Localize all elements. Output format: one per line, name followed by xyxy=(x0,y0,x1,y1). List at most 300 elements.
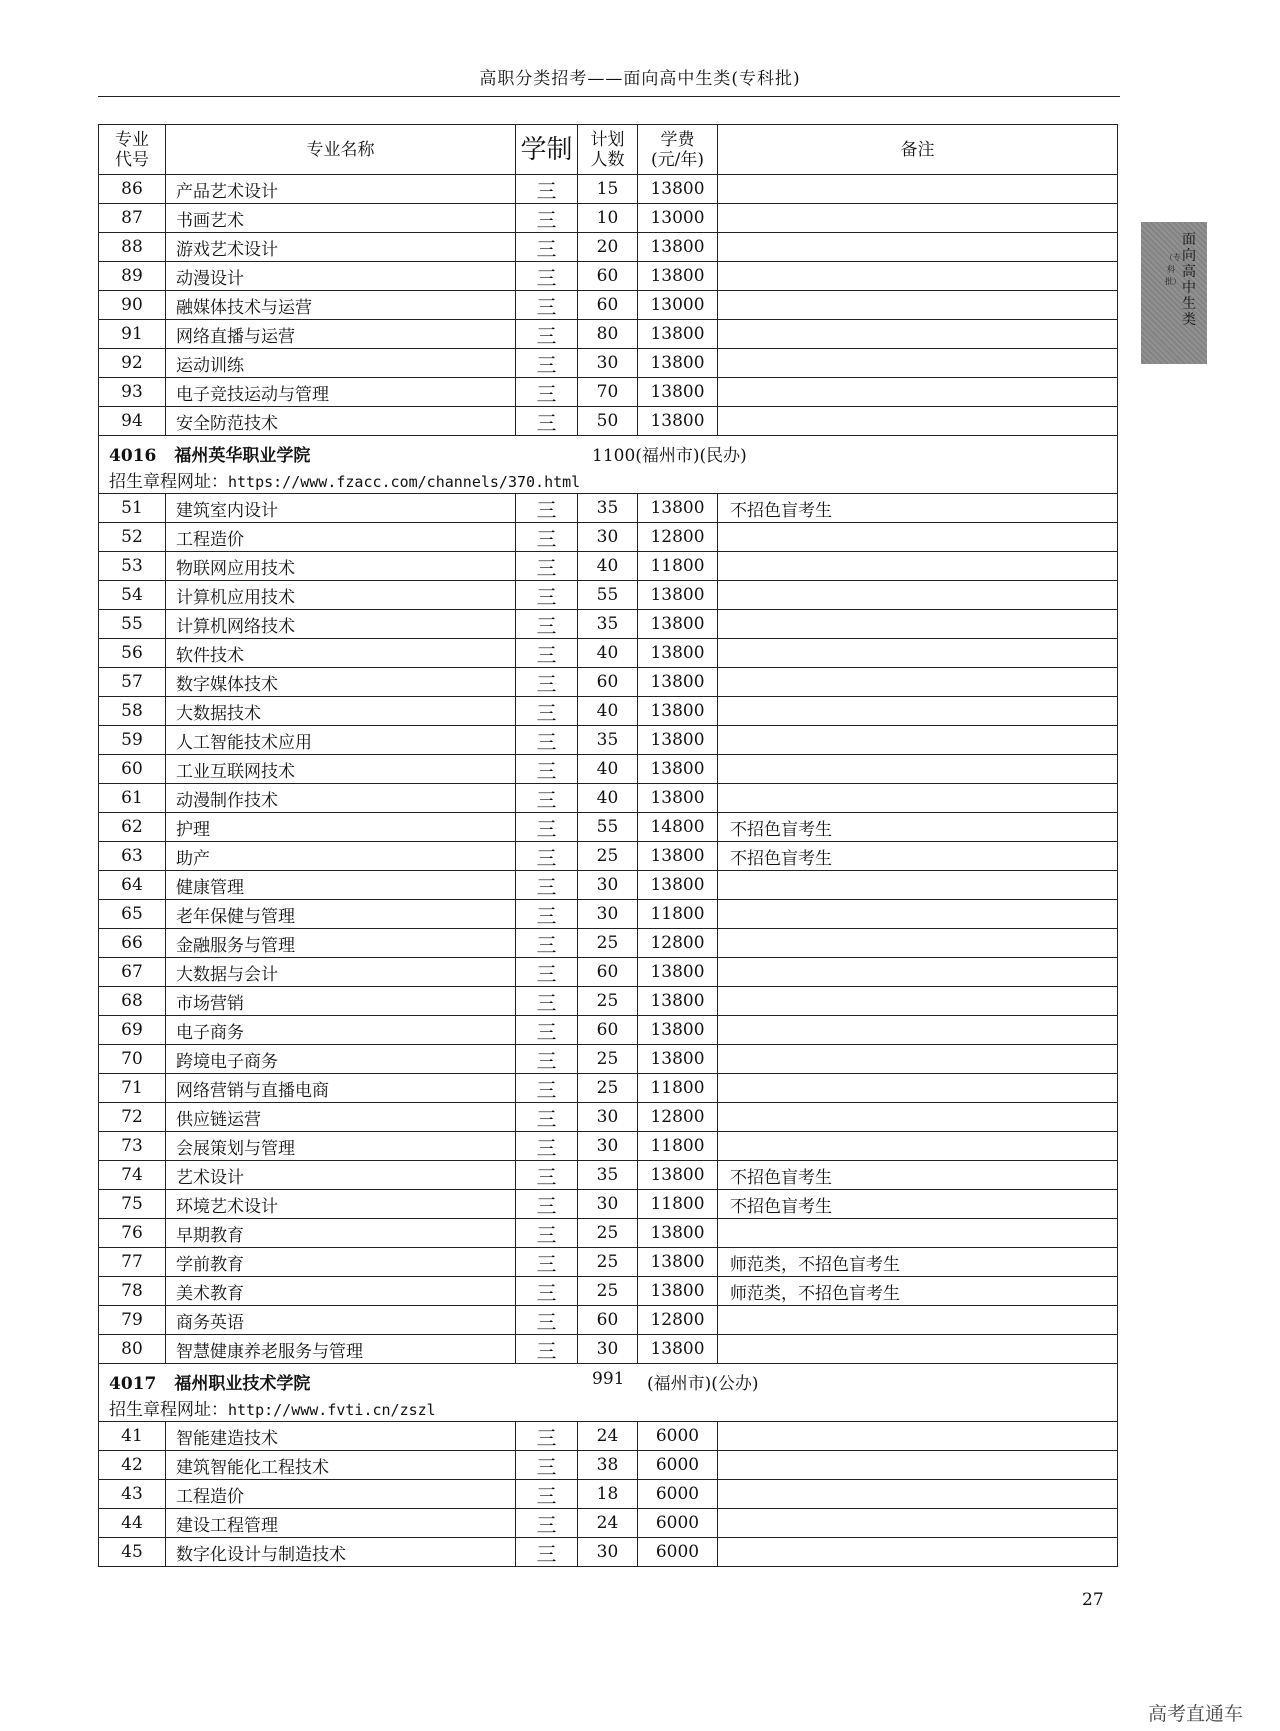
major-name-cell: 大数据与会计 xyxy=(166,958,516,986)
school-title-line xyxy=(109,441,310,466)
school-title-line xyxy=(109,1369,310,1394)
remarks-cell xyxy=(718,668,1117,696)
major-code-cell: 43 xyxy=(99,1480,166,1508)
duration-cell: 三 xyxy=(516,755,578,783)
remarks-cell xyxy=(718,1132,1117,1160)
table-row xyxy=(98,1509,1118,1538)
duration-cell: 三 xyxy=(516,958,578,986)
quota-cell: 40 xyxy=(578,784,638,812)
duration-cell: 三 xyxy=(516,1248,578,1276)
major-code-cell: 51 xyxy=(99,494,166,522)
remarks-cell xyxy=(718,1422,1117,1450)
remarks-cell: 师范类，不招色盲考生 xyxy=(730,1283,900,1304)
table-row xyxy=(98,1248,1118,1277)
remarks-cell xyxy=(718,900,1117,928)
quota-cell: 35 xyxy=(578,1161,638,1189)
remarks-cell xyxy=(718,233,1117,261)
duration-cell: 三 xyxy=(516,987,578,1015)
major-code-cell: 92 xyxy=(99,349,166,377)
table-row xyxy=(98,1074,1118,1103)
duration-cell: 三 xyxy=(516,1132,578,1160)
remarks-cell xyxy=(718,987,1117,1015)
school-url-link[interactable]: http://www.fvti.cn/zszl xyxy=(228,1401,436,1419)
enrollment-table xyxy=(98,124,1118,1567)
table-row xyxy=(98,1335,1118,1364)
major-name-cell: 艺术设计 xyxy=(166,1161,516,1189)
major-code-cell: 65 xyxy=(99,900,166,928)
table-row xyxy=(98,1103,1118,1132)
duration-cell: 三 xyxy=(516,175,578,203)
school-block-4017 xyxy=(98,1364,1118,1422)
tuition-fee-cell: 13800 xyxy=(638,842,718,870)
quota-cell: 35 xyxy=(578,610,638,638)
remarks-cell xyxy=(718,1045,1117,1073)
quota-cell: 25 xyxy=(578,1045,638,1073)
duration-cell: 三 xyxy=(516,262,578,290)
tuition-fee-cell: 12800 xyxy=(638,1103,718,1131)
tuition-fee-cell: 13800 xyxy=(638,175,718,203)
major-name-cell: 建筑室内设计 xyxy=(166,494,516,522)
duration-cell: 三 xyxy=(516,697,578,725)
major-name-cell: 软件技术 xyxy=(166,639,516,667)
duration-cell: 三 xyxy=(516,1538,578,1566)
duration-cell: 三 xyxy=(516,1335,578,1363)
page-header-title: 高职分类招考——面向高中生类(专科批) xyxy=(479,69,801,89)
duration-cell: 三 xyxy=(516,1509,578,1537)
page-number: 27 xyxy=(1082,1590,1104,1610)
table-row xyxy=(98,610,1118,639)
major-name-cell: 网络直播与运营 xyxy=(166,320,516,348)
tuition-fee-cell: 6000 xyxy=(638,1422,718,1450)
tuition-fee-cell: 13800 xyxy=(638,1335,718,1363)
table-row xyxy=(98,697,1118,726)
major-code-cell: 74 xyxy=(99,1161,166,1189)
header-remarks: 备注 xyxy=(900,139,935,160)
header-code: 专业 代号 xyxy=(99,125,166,174)
quota-cell: 60 xyxy=(578,668,638,696)
major-code-cell: 70 xyxy=(99,1045,166,1073)
remarks-cell xyxy=(718,784,1117,812)
tuition-fee-cell: 13800 xyxy=(638,639,718,667)
major-code-cell: 94 xyxy=(99,407,166,435)
major-name-cell: 工程造价 xyxy=(166,523,516,551)
quota-cell: 55 xyxy=(578,581,638,609)
duration-cell: 三 xyxy=(516,407,578,435)
tuition-fee-cell: 13800 xyxy=(638,697,718,725)
quota-cell: 40 xyxy=(578,552,638,580)
remarks-cell xyxy=(718,581,1117,609)
major-name-cell: 书画艺术 xyxy=(166,204,516,232)
remarks-cell xyxy=(718,610,1117,638)
header-fee: 学费 (元/年) xyxy=(638,125,718,174)
duration-cell: 三 xyxy=(516,349,578,377)
major-code-cell: 71 xyxy=(99,1074,166,1102)
tuition-fee-cell: 13000 xyxy=(638,291,718,319)
tuition-fee-cell: 13800 xyxy=(638,871,718,899)
major-name-cell: 游戏艺术设计 xyxy=(166,233,516,261)
table-row xyxy=(98,871,1118,900)
remarks-cell xyxy=(718,1509,1117,1537)
tuition-fee-cell: 11800 xyxy=(638,1132,718,1160)
school-url-link[interactable]: https://www.fzacc.com/channels/370.html xyxy=(228,473,581,491)
major-name-cell: 工程造价 xyxy=(166,1480,516,1508)
table-row xyxy=(98,1277,1118,1306)
quota-cell: 15 xyxy=(578,175,638,203)
quota-cell: 55 xyxy=(578,813,638,841)
major-name-cell: 工业互联网技术 xyxy=(166,755,516,783)
major-name-cell: 美术教育 xyxy=(166,1277,516,1305)
tuition-fee-cell: 13800 xyxy=(638,958,718,986)
major-code-cell: 54 xyxy=(99,581,166,609)
quota-cell: 24 xyxy=(578,1422,638,1450)
remarks-cell xyxy=(718,1335,1117,1363)
quota-cell: 30 xyxy=(578,523,638,551)
table-row xyxy=(98,1132,1118,1161)
duration-cell: 三 xyxy=(516,378,578,406)
table-row xyxy=(98,813,1118,842)
remarks-cell xyxy=(718,639,1117,667)
tuition-fee-cell: 13800 xyxy=(638,262,718,290)
tuition-fee-cell: 12800 xyxy=(638,929,718,957)
quota-cell: 30 xyxy=(578,1132,638,1160)
table-row xyxy=(98,1538,1118,1567)
quota-cell: 30 xyxy=(578,1103,638,1131)
duration-cell: 三 xyxy=(516,523,578,551)
remarks-cell xyxy=(718,1103,1117,1131)
school-url-line xyxy=(109,1395,436,1420)
quota-cell: 25 xyxy=(578,842,638,870)
url-label: 招生章程网址： xyxy=(109,1400,228,1420)
major-code-cell: 66 xyxy=(99,929,166,957)
remarks-cell xyxy=(718,320,1117,348)
major-name-cell: 电子商务 xyxy=(166,1016,516,1044)
major-name-cell: 早期教育 xyxy=(166,1219,516,1247)
remarks-cell xyxy=(718,291,1117,319)
major-code-cell: 64 xyxy=(99,871,166,899)
header-quota: 计划 人数 xyxy=(578,125,638,174)
remarks-cell xyxy=(718,1306,1117,1334)
remarks-cell xyxy=(718,1016,1117,1044)
table-row xyxy=(98,1190,1118,1219)
major-name-cell: 安全防范技术 xyxy=(166,407,516,435)
table-row xyxy=(98,233,1118,262)
rows-group-b xyxy=(98,494,1118,1364)
major-name-cell: 电子竞技运动与管理 xyxy=(166,378,516,406)
major-name-cell: 会展策划与管理 xyxy=(166,1132,516,1160)
major-code-cell: 52 xyxy=(99,523,166,551)
quota-cell: 25 xyxy=(578,1074,638,1102)
major-code-cell: 72 xyxy=(99,1103,166,1131)
major-name-cell: 运动训练 xyxy=(166,349,516,377)
table-row xyxy=(98,1480,1118,1509)
quota-cell: 20 xyxy=(578,233,638,261)
quota-cell: 60 xyxy=(578,958,638,986)
major-code-cell: 61 xyxy=(99,784,166,812)
major-name-cell: 数字媒体技术 xyxy=(166,668,516,696)
remarks-cell xyxy=(718,378,1117,406)
major-code-cell: 62 xyxy=(99,813,166,841)
remarks-cell xyxy=(718,1451,1117,1479)
tuition-fee-cell: 6000 xyxy=(638,1538,718,1566)
major-name-cell: 网络营销与直播电商 xyxy=(166,1074,516,1102)
tuition-fee-cell: 13800 xyxy=(638,1016,718,1044)
duration-cell: 三 xyxy=(516,726,578,754)
quota-cell: 30 xyxy=(578,1538,638,1566)
major-code-cell: 45 xyxy=(99,1538,166,1566)
tuition-fee-cell: 13800 xyxy=(638,581,718,609)
duration-cell: 三 xyxy=(516,929,578,957)
school-code: 4016 xyxy=(109,446,157,466)
tuition-fee-cell: 6000 xyxy=(638,1480,718,1508)
duration-cell: 三 xyxy=(516,900,578,928)
quota-cell: 10 xyxy=(578,204,638,232)
quota-cell: 25 xyxy=(578,1248,638,1276)
table-row xyxy=(98,900,1118,929)
school-quota: 991 xyxy=(592,1369,625,1389)
table-row xyxy=(98,1016,1118,1045)
header-years: 学制 xyxy=(516,125,578,174)
quota-cell: 60 xyxy=(578,1016,638,1044)
duration-cell: 三 xyxy=(516,1045,578,1073)
school-url-line xyxy=(109,467,580,492)
major-name-cell: 数字化设计与制造技术 xyxy=(166,1538,516,1566)
major-name-cell: 健康管理 xyxy=(166,871,516,899)
remarks-cell xyxy=(718,697,1117,725)
duration-cell: 三 xyxy=(516,1451,578,1479)
tuition-fee-cell: 14800 xyxy=(638,813,718,841)
major-name-cell: 动漫制作技术 xyxy=(166,784,516,812)
duration-cell: 三 xyxy=(516,581,578,609)
major-code-cell: 89 xyxy=(99,262,166,290)
duration-cell: 三 xyxy=(516,668,578,696)
major-code-cell: 88 xyxy=(99,233,166,261)
duration-cell: 三 xyxy=(516,1074,578,1102)
major-name-cell: 护理 xyxy=(166,813,516,841)
quota-cell: 80 xyxy=(578,320,638,348)
remarks-cell xyxy=(718,1538,1117,1566)
quota-cell: 35 xyxy=(578,494,638,522)
major-code-cell: 76 xyxy=(99,1219,166,1247)
school-location: (福州市)(公办) xyxy=(647,1374,759,1394)
tuition-fee-cell: 6000 xyxy=(638,1451,718,1479)
tuition-fee-cell: 12800 xyxy=(638,523,718,551)
table-row xyxy=(98,552,1118,581)
quota-cell: 60 xyxy=(578,291,638,319)
duration-cell: 三 xyxy=(516,1219,578,1247)
remarks-cell xyxy=(718,407,1117,435)
duration-cell: 三 xyxy=(516,1016,578,1044)
major-code-cell: 69 xyxy=(99,1016,166,1044)
major-code-cell: 93 xyxy=(99,378,166,406)
major-code-cell: 77 xyxy=(99,1248,166,1276)
major-name-cell: 老年保健与管理 xyxy=(166,900,516,928)
major-name-cell: 融媒体技术与运营 xyxy=(166,291,516,319)
quota-cell: 40 xyxy=(578,697,638,725)
tuition-fee-cell: 13800 xyxy=(638,233,718,261)
table-row xyxy=(98,1422,1118,1451)
duration-cell: 三 xyxy=(516,204,578,232)
major-name-cell: 建筑智能化工程技术 xyxy=(166,1451,516,1479)
remarks-cell: 师范类，不招色盲考生 xyxy=(730,1254,900,1275)
table-row xyxy=(98,523,1118,552)
quota-cell: 24 xyxy=(578,1509,638,1537)
rows-group-c xyxy=(98,1422,1118,1567)
remarks-cell xyxy=(718,929,1117,957)
major-code-cell: 87 xyxy=(99,204,166,232)
quota-cell: 35 xyxy=(578,726,638,754)
remarks-cell xyxy=(718,1219,1117,1247)
table-row xyxy=(98,175,1118,204)
tuition-fee-cell: 13800 xyxy=(638,726,718,754)
table-row xyxy=(98,320,1118,349)
tuition-fee-cell: 12800 xyxy=(638,1306,718,1334)
quota-cell: 40 xyxy=(578,639,638,667)
table-row xyxy=(98,1161,1118,1190)
tuition-fee-cell: 13800 xyxy=(638,1248,718,1276)
table-row xyxy=(98,262,1118,291)
quota-cell: 40 xyxy=(578,755,638,783)
quota-cell: 70 xyxy=(578,378,638,406)
table-row xyxy=(98,494,1118,523)
table-row xyxy=(98,958,1118,987)
major-code-cell: 75 xyxy=(99,1190,166,1218)
duration-cell: 三 xyxy=(516,610,578,638)
remarks-cell: 不招色盲考生 xyxy=(730,1196,832,1217)
remarks-cell xyxy=(718,262,1117,290)
major-code-cell: 68 xyxy=(99,987,166,1015)
quota-cell: 25 xyxy=(578,929,638,957)
tuition-fee-cell: 6000 xyxy=(638,1509,718,1537)
rows-group-a xyxy=(98,175,1118,436)
table-row xyxy=(98,1045,1118,1074)
remarks-cell xyxy=(718,871,1117,899)
remarks-cell xyxy=(718,523,1117,551)
school-name: 福州英华职业学院 xyxy=(174,446,311,466)
major-code-cell: 53 xyxy=(99,552,166,580)
quota-cell: 38 xyxy=(578,1451,638,1479)
quota-cell: 60 xyxy=(578,262,638,290)
tuition-fee-cell: 13800 xyxy=(638,320,718,348)
major-name-cell: 商务英语 xyxy=(166,1306,516,1334)
table-row xyxy=(98,378,1118,407)
tuition-fee-cell: 13000 xyxy=(638,204,718,232)
table-row xyxy=(98,668,1118,697)
school-quota: 1100(福州市)(民办) xyxy=(592,446,747,466)
major-code-cell: 57 xyxy=(99,668,166,696)
table-row xyxy=(98,639,1118,668)
major-name-cell: 学前教育 xyxy=(166,1248,516,1276)
quota-cell: 30 xyxy=(578,900,638,928)
duration-cell: 三 xyxy=(516,1190,578,1218)
school-name: 福州职业技术学院 xyxy=(174,1374,311,1394)
tuition-fee-cell: 13800 xyxy=(638,378,718,406)
major-code-cell: 58 xyxy=(99,697,166,725)
major-name-cell: 计算机网络技术 xyxy=(166,610,516,638)
quota-cell: 25 xyxy=(578,1219,638,1247)
duration-cell: 三 xyxy=(516,1161,578,1189)
major-code-cell: 80 xyxy=(99,1335,166,1363)
tuition-fee-cell: 11800 xyxy=(638,1190,718,1218)
major-name-cell: 计算机应用技术 xyxy=(166,581,516,609)
tuition-fee-cell: 11800 xyxy=(638,1074,718,1102)
duration-cell: 三 xyxy=(516,552,578,580)
major-code-cell: 55 xyxy=(99,610,166,638)
remarks-cell xyxy=(718,175,1117,203)
table-row xyxy=(98,755,1118,784)
url-label: 招生章程网址： xyxy=(109,472,228,492)
major-code-cell: 63 xyxy=(99,842,166,870)
header-rule xyxy=(98,96,1120,97)
tuition-fee-cell: 13800 xyxy=(638,494,718,522)
tuition-fee-cell: 13800 xyxy=(638,407,718,435)
major-name-cell: 动漫设计 xyxy=(166,262,516,290)
table-row xyxy=(98,204,1118,233)
major-code-cell: 73 xyxy=(99,1132,166,1160)
remarks-cell: 不招色盲考生 xyxy=(730,500,832,521)
remarks-cell xyxy=(718,958,1117,986)
side-tab-main-text: 面向高中生类 xyxy=(1182,232,1196,328)
table-row xyxy=(98,1306,1118,1335)
major-name-cell: 市场营销 xyxy=(166,987,516,1015)
tuition-fee-cell: 13800 xyxy=(638,784,718,812)
major-code-cell: 60 xyxy=(99,755,166,783)
remarks-cell xyxy=(718,204,1117,232)
tuition-fee-cell: 13800 xyxy=(638,987,718,1015)
remarks-cell: 不招色盲考生 xyxy=(730,1167,832,1188)
major-code-cell: 67 xyxy=(99,958,166,986)
header-name: 专业名称 xyxy=(166,125,516,174)
remarks-cell xyxy=(718,1074,1117,1102)
duration-cell: 三 xyxy=(516,233,578,261)
duration-cell: 三 xyxy=(516,871,578,899)
table-row xyxy=(98,987,1118,1016)
major-code-cell: 78 xyxy=(99,1277,166,1305)
major-name-cell: 智能建造技术 xyxy=(166,1422,516,1450)
duration-cell: 三 xyxy=(516,494,578,522)
major-code-cell: 86 xyxy=(99,175,166,203)
side-tab-sub-text: （专科批） xyxy=(1165,253,1181,286)
tuition-fee-cell: 13800 xyxy=(638,349,718,377)
major-code-cell: 44 xyxy=(99,1509,166,1537)
watermark-text: 高考直通车 xyxy=(1148,1703,1244,1725)
remarks-cell xyxy=(718,349,1117,377)
quota-cell: 50 xyxy=(578,407,638,435)
duration-cell: 三 xyxy=(516,842,578,870)
duration-cell: 三 xyxy=(516,639,578,667)
tuition-fee-cell: 13800 xyxy=(638,755,718,783)
major-name-cell: 产品艺术设计 xyxy=(166,175,516,203)
quota-cell: 60 xyxy=(578,1306,638,1334)
quota-cell: 30 xyxy=(578,1190,638,1218)
table-row xyxy=(98,929,1118,958)
tuition-fee-cell: 13800 xyxy=(638,1045,718,1073)
table-row xyxy=(98,349,1118,378)
tuition-fee-cell: 13800 xyxy=(638,1277,718,1305)
quota-cell: 25 xyxy=(578,987,638,1015)
major-name-cell: 大数据技术 xyxy=(166,697,516,725)
tuition-fee-cell: 13800 xyxy=(638,668,718,696)
major-code-cell: 90 xyxy=(99,291,166,319)
table-row xyxy=(98,581,1118,610)
table-row xyxy=(98,726,1118,755)
duration-cell: 三 xyxy=(516,1306,578,1334)
table-row xyxy=(98,784,1118,813)
school-code: 4017 xyxy=(109,1374,157,1394)
major-code-cell: 41 xyxy=(99,1422,166,1450)
duration-cell: 三 xyxy=(516,291,578,319)
side-section-tab xyxy=(1141,222,1207,364)
quota-cell: 30 xyxy=(578,871,638,899)
